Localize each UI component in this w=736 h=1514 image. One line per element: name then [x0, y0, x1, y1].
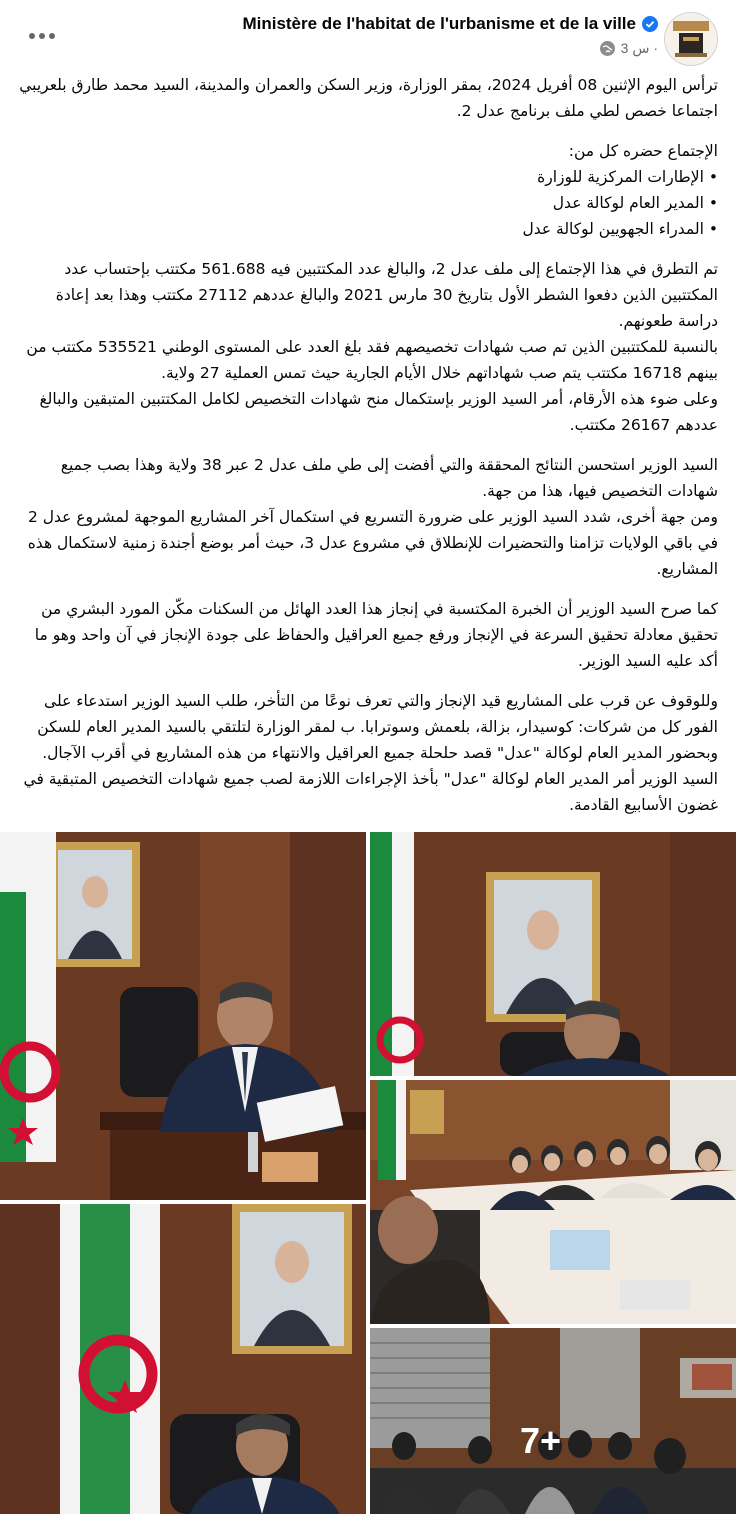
- more-options-icon: [49, 33, 55, 39]
- post-paragraph: وللوقوف عن قرب على المشاريع قيد الإنجاز والتي تعرف نوعًا من التأخر، طلب السيد الوزير استدعاء على الفور كل من شركات: كوسيدار، بزالة، بلعمش وسوترابا. ب لمقر الوزارة لتلتقي بالسيد المدير العام للسكن وبحضور المدير العام لوكالة "عدل" قصد حلحلة جميع العراقيل والانتهاء من هذه المشاريع في أقرب الآجال.: [37, 692, 718, 762]
- post-paragraph: السيد الوزير استحسن النتائج المحققة والتي أفضت إلى طي ملف عدل 2 عبر 38 ولاية وهذا بصب جميع شهادات التخصيص فيها، هذا من جهة.: [60, 456, 718, 500]
- post-paragraph: ومن جهة أخرى، شدد السيد الوزير على ضرورة التسريع في استكمال آخر المشاريع الموجهة لمشروع عدل 2 في باقي الولايات تزامنا والتحضيرات للإنطلاق في مشروع عدل 3، حيث أمر بوضع أجندة زمنية لاستكمال هذه المشاريع.: [27, 508, 718, 578]
- verified-badge-icon: [642, 16, 658, 32]
- list-item: • المدير العام لوكالة عدل: [18, 190, 718, 216]
- page-avatar[interactable]: [664, 12, 718, 66]
- more-options-icon: [39, 33, 45, 39]
- post-paragraph: كما صرح السيد الوزير أن الخبرة المكتسبة في إنجاز هذا العدد الهائل من السكنات مكّن المورد البشري من تحقيق معادلة تحقيق السرعة في الإنجاز ورفع جميع العراقيل والحفاظ على جودة الإنجاز في آن واحد وهو ما أكد عليه السيد الوزير.: [34, 600, 718, 670]
- more-options-button[interactable]: [22, 22, 62, 50]
- page-name: Ministère de l'habitat de l'urbanisme et de la ville: [242, 14, 636, 33]
- post-photo-1[interactable]: [0, 832, 366, 1200]
- page-name-link[interactable]: [242, 14, 658, 34]
- post-paragraph: تم التطرق في هذا الإجتماع إلى ملف عدل 2، والبالغ عدد المكتتبين فيه 561.688 مكتتب بإحتساب عدد المكتتبين الذين دفعوا الشطر الأول بتاريخ 30 مارس 2021 والبالغ عددهم 27112 مكتتب وهذا بعد إعادة دراسة طعونهم.: [55, 260, 718, 330]
- post-body: [18, 72, 718, 818]
- post-paragraph: السيد الوزير أمر المدير العام لوكالة "عدل" بأخذ الإجراءات اللازمة لصب جميع شهادات التخصيص المتبقية في غضون الأسابيع القادمة.: [23, 770, 718, 814]
- attendees-intro: الإجتماع حضره كل من:: [568, 142, 718, 160]
- list-item: • المدراء الجهويين لوكالة عدل: [18, 216, 718, 242]
- post-paragraph: ترأس اليوم الإثنين 08 أفريل 2024، بمقر الوزارة، وزير السكن والعمران والمدينة، السيد محمد طارق بلعريبي اجتماعا خصص لطي ملف برنامج عدل 2.: [19, 76, 718, 120]
- more-options-icon: [29, 33, 35, 39]
- globe-icon[interactable]: [600, 41, 615, 56]
- post-header: [0, 0, 736, 72]
- post-paragraph: وعلى ضوء هذه الأرقام، أمر السيد الوزير بإستكمال منح شهادات التخصيص لكامل المكتتبين المتبقين والبالغ عددهم 26167 مكتتب.: [39, 390, 718, 434]
- post-photo-4[interactable]: [0, 1204, 366, 1514]
- more-photos-count[interactable]: 7+: [520, 1420, 562, 1461]
- post-time[interactable]: 3 س ·: [620, 40, 658, 56]
- attendees-list: [18, 164, 718, 242]
- post-photo-2[interactable]: [370, 832, 736, 1076]
- list-item: • الإطارات المركزية للوزارة: [18, 164, 718, 190]
- post-paragraph: بالنسبة للمكتتبين الذين تم صب شهادات تخصيصهم فقد بلغ العدد على المستوى الوطني 535521 مكتتب من بينهم 16718 مكتتب يتم صب شهاداتهم خلال الأيام الجارية حيث تمس العملية 27 ولاية.: [26, 338, 718, 382]
- post-photo-5[interactable]: [370, 1328, 736, 1514]
- post-photo-3[interactable]: [370, 1080, 736, 1324]
- post-meta: [600, 40, 658, 57]
